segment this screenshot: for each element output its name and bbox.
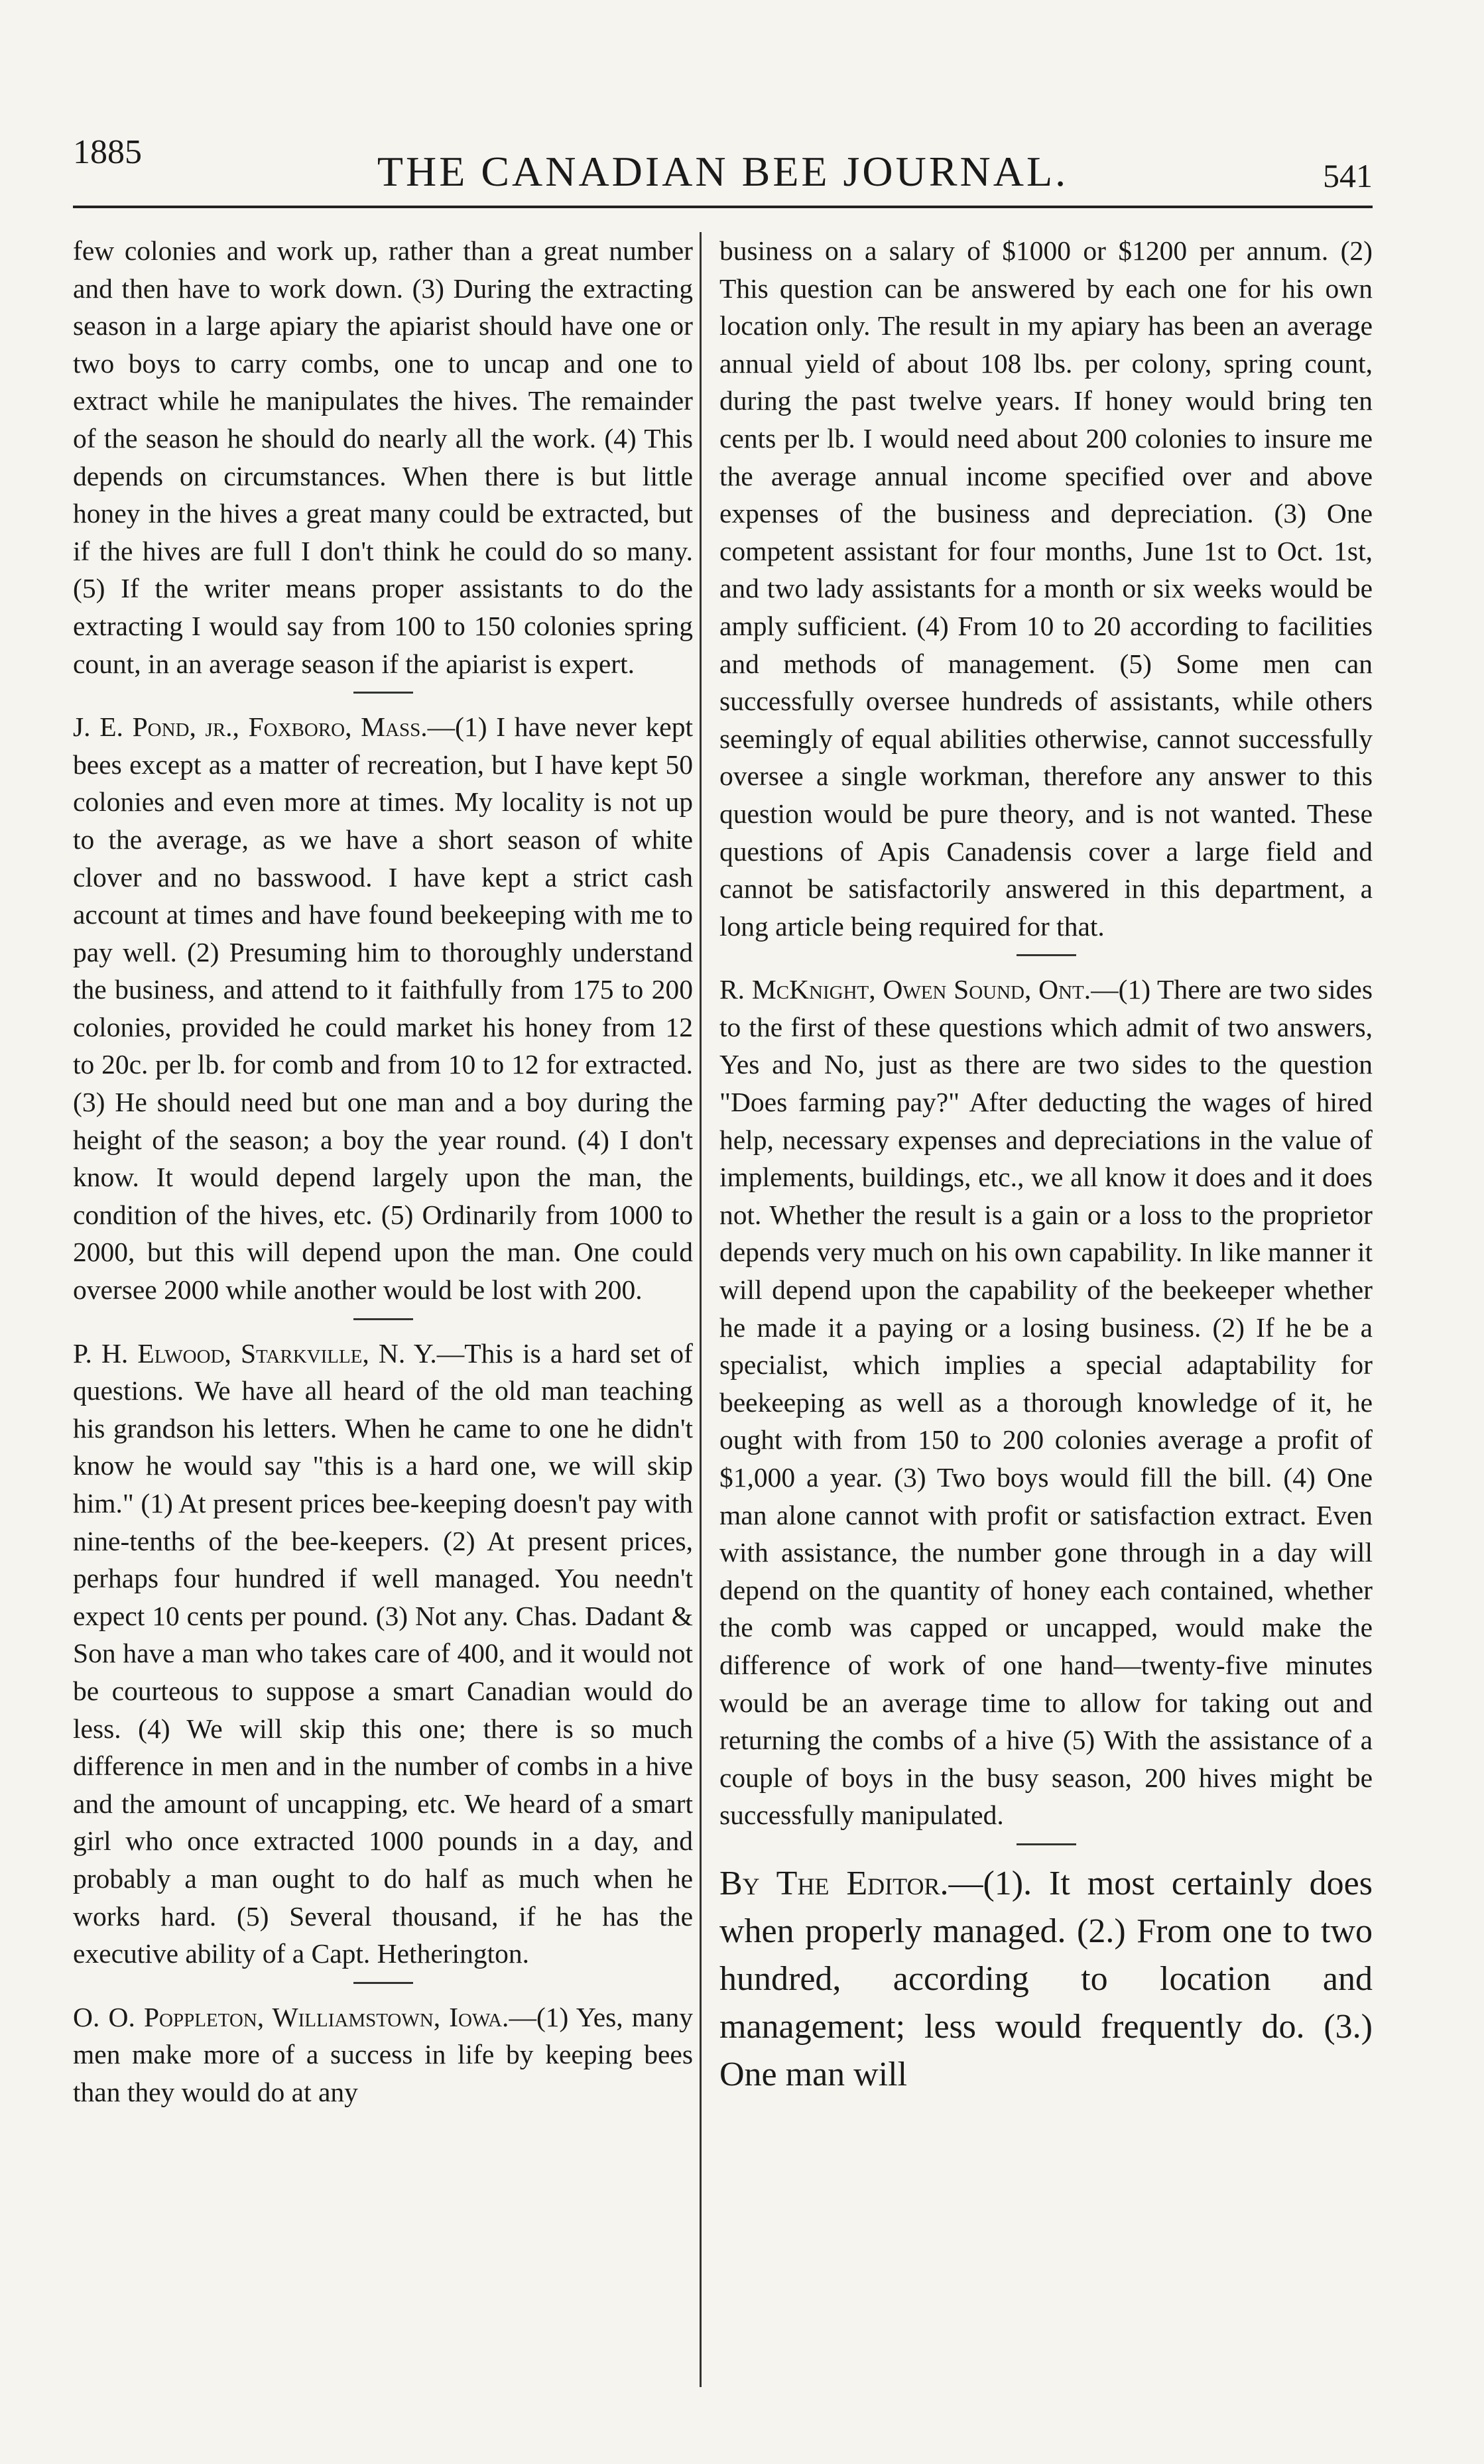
author-name: By The Editor. [719,1864,949,1902]
separator [353,1982,413,1984]
author-name: R. McKnight, Owen Sound, Ont. [719,974,1091,1005]
answer-text: —(1) Yes, many men make more of a success in life by keeping bees than they would do at any [73,2001,693,2107]
editor-paragraph [719,1860,1373,2099]
paragraph: business on a salary of $1000 or $1200 per annum. (2) This question can be answered by each one for his own location only. The result in my apiary has been an average annual yield of about 108 lbs. per colony, spring count, during the past twelve years. If honey would bring ten cents per lb. I would need about 200 colonies to insure me the average annual income specified over and above expenses of the business and depreciation. (3) One competent assistant for four months, June 1st to Oct. 1st, and two lady assistants for a month or six weeks would be amply sufficient. (4) From 10 to 20 according to facilities and methods of management. (5) Some men can successfully oversee hundreds of assistants, while others seemingly of equal abilities otherwise, cannot successfully oversee a single workman, therefore any answer to this question would be pure theory, and is not wanted. These questions of Apis Canadensis cover a large field and cannot be satisfactorily answered in this department, a long article being required for that. [719,235,1373,942]
separator [353,692,413,694]
left-column [73,232,693,2117]
answer-text: —(1) There are two sides to the first of these questions which admit of two answers, Yes and No, just as there are two sides to the question "Does farming pay?" After deducting the wages of hired help, necessary expenses and depreciations in the value of implements, buildings, etc., we all know it does and it does not. Whether the result is a gain or a loss to the proprietor depends very much on his own capability. In like manner it will depend upon the capability of the beekeeper whether he made it a paying or a losing business. (2) If he be a specialist, which implies a special adaptability for beekeeping as well as a thorough knowledge of it, he ought with from 150 to 200 colonies average a profit of $1,000 a year. (3) Two boys would fill the bill. (4) One man alone cannot with profit or satisfaction extract. Even with assistance, the number gone through in a day will depend on the quantity of honey each contained, whether the comb was capped or uncapped, would make the difference of work of one hand—twenty-five minutes would be an average time to allow for taking out and returning the combs of a hive (5) With the assistance of a couple of boys in the busy season, 200 hives might be successfully manipulated. [719,974,1373,1831]
separator [353,1318,413,1320]
year: 1885 [73,133,142,171]
answer-text: —(1). It most certainly does when properly managed. (2.) From one to two hundred, according to location and management; less would frequently do. (3.) One man will [719,1864,1373,2093]
author-name: J. E. Pond, jr., Foxboro, Mass. [73,711,428,743]
author-name: P. H. Elwood, Starkville, N. Y. [73,1337,437,1369]
paragraph: few colonies and work up, rather than a great number and then have to work down. (3) During the extracting season in a large apiary the apiarist should have one or two boys to carry combs, one to uncap and one to extract while he manipulates the hives. The remainder of the season he should do nearly all the work. (4) This depends on circumstances. When there is but little honey in the hives a great many could be extracted, but if the hives are full I don't think he could do so many. (5) If the writer means proper assistants to do the extracting I would say from 100 to 150 colonies spring count, in an average season if the apiarist is expert. [73,235,693,679]
answer-text: —(1) I have never kept bees except as a matter of recreation, but I have kept 50 colonies and even more at times. My locality is not up to the average, as we have a short season of white clover and no basswood. I have kept a strict cash account at times and have found beekeeping with me to pay well. (2) Presuming him to thoroughly understand the business, and attend to it faithfully from 175 to 200 colonies, provided he could market his honey from 12 to 20c. per lb. for comb and from 10 to 12 for extracted. (3) He should need but one man and a boy during the height of the season; a boy the year round. (4) I don't know. It would depend largely upon the man, the condition of the hives, etc. (5) Ordinarily from 1000 to 2000, but this will depend upon the man. One could oversee 2000 while another would be lost with 200. [73,711,693,1306]
page-number: 541 [1323,157,1373,194]
paragraph [719,971,1373,1834]
column-divider [700,232,702,2387]
answer-text: —This is a hard set of questions. We have all heard of the old man teaching his grandson his letters. When he came to one he didn't know he would say "this is a hard one, we will skip him." (1) At present prices bee-keeping doesn't pay with nine-tenths of the bee-keepers. (2) At present prices, perhaps four hundred if well managed. You needn't expect 10 cents per pound. (3) Not any. Chas. Dadant & Son have a man who takes care of 400, and it would not be courteous to suppose a smart Canadian would do less. (4) We will skip this one; there is so much difference in men and in the number of combs in a hive and the amount of uncapping, etc. We heard of a smart girl who once extracted 1000 pounds in a day, and probably a man ought to do half as much when he works hard. (5) Several thousand, if he has the executive ability of a Capt. Hetherington. [73,1337,694,1969]
paragraph [73,1335,693,1973]
page-header [73,133,1373,208]
separator [1017,954,1076,956]
journal-title: THE CANADIAN BEE JOURNAL. [377,148,1069,195]
separator [1017,1843,1076,1845]
right-column [719,232,1373,2104]
paragraph [73,708,693,1309]
author-name: O. O. Poppleton, Williamstown, Iowa. [73,2001,509,2032]
paragraph [73,1999,693,2111]
